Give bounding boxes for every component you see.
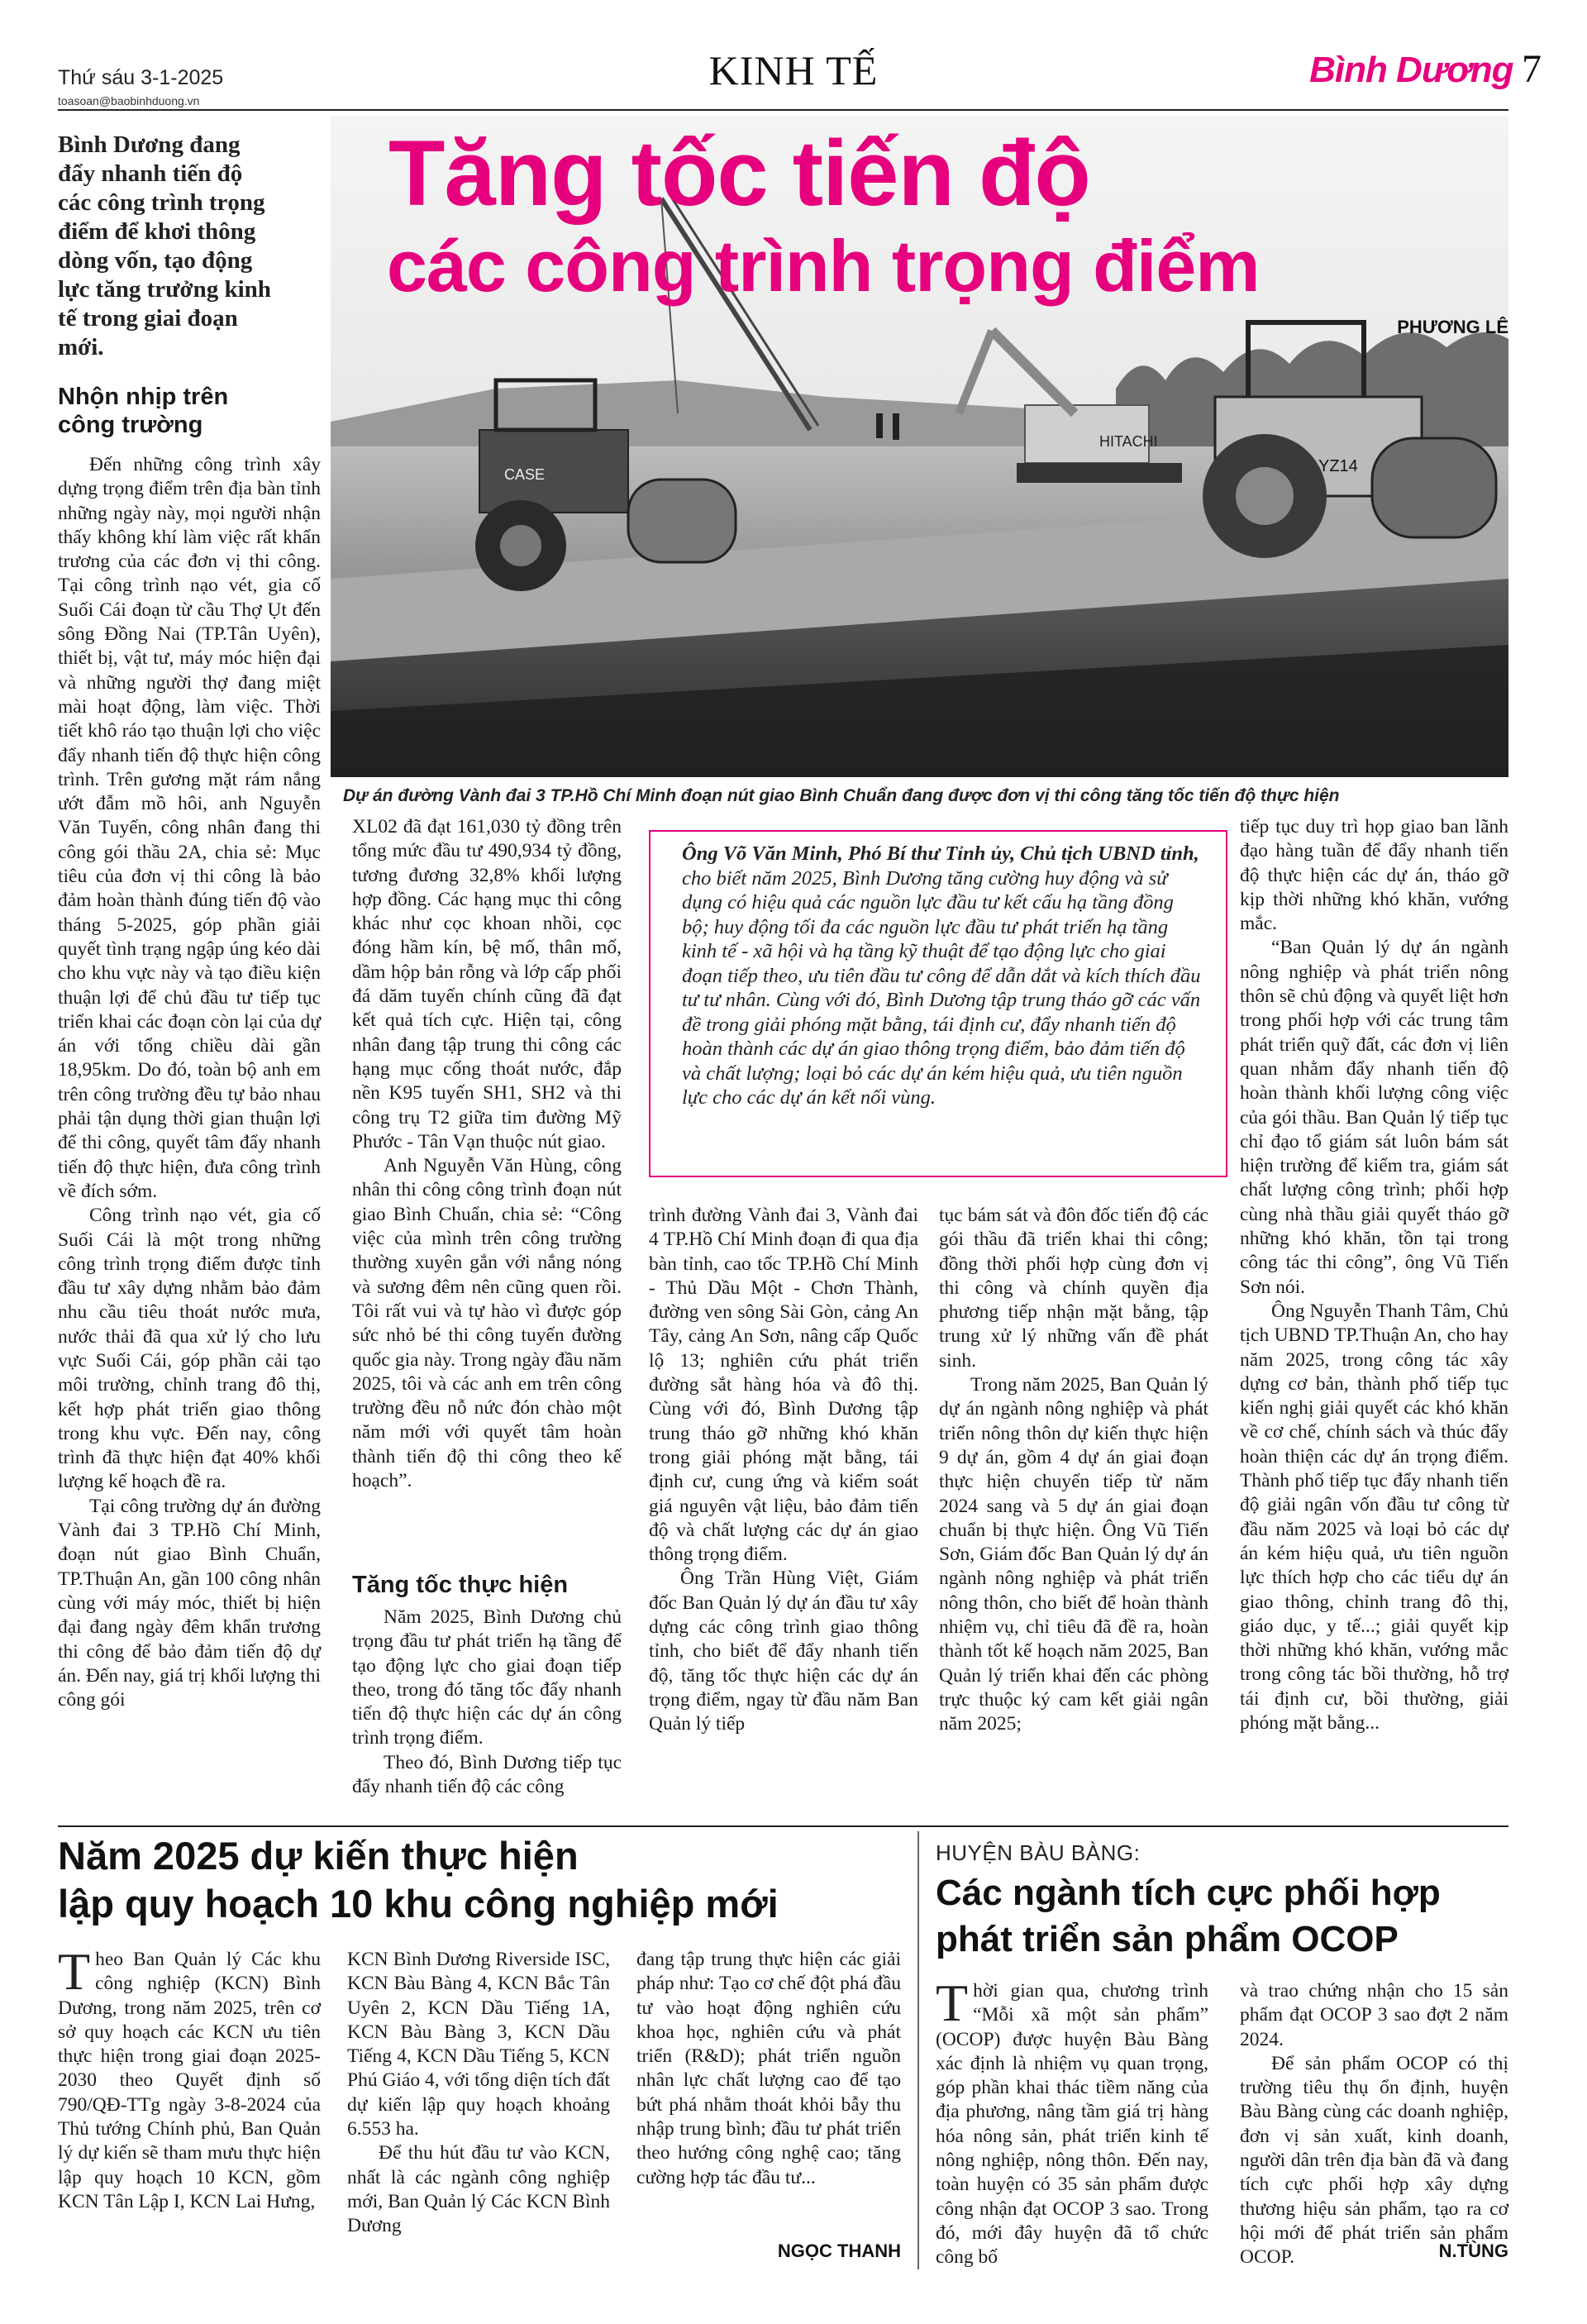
article2-col2 bbox=[347, 1948, 610, 2239]
header-rule bbox=[58, 109, 1508, 111]
roller-left-label: CASE bbox=[504, 466, 546, 483]
lead-col1 bbox=[58, 453, 321, 1712]
brand-logo bbox=[1302, 46, 1542, 96]
page-number: 7 bbox=[1522, 47, 1542, 91]
article-sapo: Bình Dương đang đẩy nhanh tiến độ các công trình trọng điểm để khơi thông dòng vốn, tạo động lực tăng trưởng kinh tế trong giai đoạn mới. bbox=[58, 131, 271, 360]
photo-caption: Dự án đường Vành đai 3 TP.Hồ Chí Minh đoạn nút giao Bình Chuẩn đang được đơn vị thi công tăng tốc tiến độ thực hiện bbox=[343, 786, 1340, 805]
lead-col3-p2: Ông Trần Hùng Việt, Giám đốc Ban Quản lý dự án đầu tư xây dựng các công trình giao thông tỉnh, cho biết để đẩy nhanh tiến độ, tăng tốc thực hiện các dự án trọng điểm, ngay từ đầu năm Ban Quản lý tiếp bbox=[649, 1568, 918, 1735]
article2-col2-p1: KCN Bình Dương Riverside ISC, KCN Bàu Bàng 4, KCN Bắc Tân Uyên 2, KCN Dầu Tiếng 1A, KCN Bàu Bàng 3, KCN Dầu Tiếng 4, KCN Dầu Tiếng 5, KCN Phú Giáo 4, với tổng diện tích đất dự kiến lập quy hoạch khoảng 6.553 ha. bbox=[347, 1949, 610, 2140]
article3-col2 bbox=[1240, 1979, 1508, 2270]
article2-dropcap: T bbox=[58, 1942, 91, 2001]
brand-name: Bình Dương bbox=[1309, 50, 1513, 90]
article2-col2-p2: Để thu hút đầu tư vào KCN, nhất là các ngành công nghiệp mới, Ban Quản lý Các KCN Bình Dương bbox=[347, 2142, 610, 2237]
quote-body: cho biết năm 2025, Bình Dương tăng cường huy động và sử dụng có hiệu quả các nguồn lực đầu tư kết cấu hạ tầng đồng bộ; huy động tối đa các nguồn lực đầu tư phát triển hạ tầng kinh tế - xã hội và hạ tầng kỹ thuật để tạo động lực cho giai đoạn tiếp theo, ưu tiên đầu tư công để dẫn dắt và kích thích đầu tư tư nhân. Cùng với đó, Bình Dương tập trung tháo gỡ các vấn đề trong giải phóng mặt bằng, tái định cư, đẩy nhanh tiến độ hoàn thành các dự án giao thông trọng điểm, bảo đảm tiến độ và chất lượng; loại bỏ các dự án kém hiệu quả, ưu tiên nguồn lực cho các dự án kết nối vùng. bbox=[682, 866, 1201, 1109]
lead-col2-p2: Anh Nguyễn Văn Hùng, công nhân thi công công trình đoạn nút giao Bình Chuẩn, chia sẻ: “Công việc của mình trên công trường thường xuyên gắn với nắng nóng và sương đêm nên cũng quen rồi. Tôi rất vui và tự hào vì được góp sức nhỏ bé thi công tuyến đường quốc gia này. Trong ngày đầu năm 2025, tôi và các anh em trên công trường đều nỗ nức đón chào một năm mới với quyết tâm hoàn thành tiến độ thi công theo kế hoạch”. bbox=[352, 1155, 622, 1492]
article2-author: NGỌC THANH bbox=[777, 2240, 901, 2261]
article3-col2-p2: Để sản phẩm OCOP có thị trường tiêu thụ ổn định, huyện Bàu Bàng cùng các doanh nghiệp, đơn vị sản xuất, kinh doanh, người dân trên địa bàn đã và đang tích cực phối hợp xây dựng thương hiệu sản phẩm, tạo ra cơ hội mới để phát triển sản phẩm OCOP. bbox=[1240, 2052, 1508, 2269]
lead-col1-p1: Đến những công trình xây dựng trọng điểm trên địa bàn tỉnh những ngày này, mọi người nhận thấy không khí làm việc rất khẩn trương của các đơn vị thi công. Tại công trình nạo vét, gia cố Suối Cái đoạn từ cầu Thợ Ụt đến sông Đồng Nai (TP.Tân Uyên), thiết bị, vật tư, máy móc hiện đại và những người thợ đang miệt mài hoạt động, làm việc. Thời tiết khô ráo tạo thuận lợi cho việc đẩy nhanh tiến độ thực hiện công trình. Trên gương mặt rám nắng ướt đẫm mồ hôi, anh Nguyễn Văn Tuyến, công nhân đang thi công gói thầu 2A, chia sẻ: Mục tiêu của đơn vị thi công là bảo đảm hoàn thành đúng tiến độ vào tháng 5-2025, góp phần giải quyết tình trạng ngập úng kéo dài cho khu vực này và tạo điều kiện thuận lợi để chủ đầu tư tiếp tục triển khai các đoạn còn lại của dự án với tổng chiều dài gần 18,95km. Do đó, toàn bộ anh em trên công trường đều tự bảo nhau phải tận dụng thời gian thuận lợi để thi công, quyết tâm đẩy nhanh tiến độ thực hiện, đưa công trình về đích sớm. bbox=[58, 454, 321, 1202]
article2-col1 bbox=[58, 1942, 321, 2214]
article3-dropcap: T bbox=[936, 1973, 969, 2032]
lead-col5 bbox=[1240, 815, 1508, 1735]
article3-col1 bbox=[936, 1973, 1208, 2270]
lead-author: PHƯƠNG LÊ bbox=[1397, 317, 1508, 337]
subhead-nhon-nhip: Nhộn nhịp trên công trường bbox=[58, 384, 229, 438]
article3-col1-text: hời gian qua, chương trình “Mỗi xã một sản phẩm” (OCOP) được huyện Bàu Bàng xác định là nhiệm vụ quan trọng, góp phần khai thác tiềm năng của địa phương, nâng tầm giá trị hàng hóa nông sản, phát triển kinh tế nông nghiệp, nông thôn. Đến nay, toàn huyện có 35 sản phẩm được công nhận đạt OCOP 3 sao. Trong đó, mới đây huyện đã tổ chức công bố bbox=[936, 1980, 1208, 2269]
lead-col5-p2: “Ban Quản lý dự án ngành nông nghiệp và phát triển nông thôn sẽ chủ động và quyết liệt hơn trong phối hợp với các trung tâm phát triển quỹ đất, các đơn vị liên quan nhằm đẩy nhanh tiến độ hoàn thành khối lượng công việc của gói thầu. Ban Quản lý tiếp tục chỉ đạo tổ giám sát luôn bám sát hiện trường để kiểm tra, giám sát chất lượng công trình; phối hợp cùng nhà thầu giải quyết tháo gỡ những khó khăn, tồn tại trong công tác thi công”, ông Vũ Tiến Sơn nói. bbox=[1240, 937, 1508, 1298]
lead-title bbox=[388, 124, 1488, 309]
article2-title-line1: Năm 2025 dự kiến thực hiện bbox=[58, 1834, 579, 1878]
lead-col3-p1: trình đường Vành đai 3, Vành đai 4 TP.Hồ Chí Minh đoạn đi qua địa bàn tỉnh, cao tốc TP.Hồ Chí Minh - Thủ Dầu Một - Chơn Thành, đường ven sông Sài Gòn, cảng An Tây, cảng An Sơn, nâng cấp Quốc lộ 13; nghiên cứu phát triển đường sắt hàng hóa và đô thị. Cùng với đó, Bình Dương tập trung tháo gỡ những khó khăn trong giải phóng mặt bằng, tái định cư, cung ứng và kiểm soát giá nguyên vật liệu, bảo đảm tiến độ và chất lượng các dự án giao thông trọng điểm. bbox=[649, 1205, 918, 1566]
article2-title-line2: lập quy hoạch 10 khu công nghiệp mới bbox=[58, 1882, 779, 1926]
article2-col1-text: heo Ban Quản lý Các khu công nghiệp (KCN) Bình Dương, trong năm 2025, trên cơ sở quy hoạch các KCN ưu tiên thực hiện trong giai đoạn 2025-2030 theo Quyết định số 790/QĐ-TTg ngày 3-8-2024 của Thủ tướng Chính phủ, Ban Quản lý dự kiến sẽ tham mưu thực hiện lập quy hoạch 10 KCN, gồm KCN Tân Lập I, KCN Lai Hưng, bbox=[58, 1949, 321, 2212]
lead-col5-p1: tiếp tục duy trì họp giao ban lãnh đạo hàng tuần để đẩy nhanh tiến độ thực hiện các dự án, tháo gỡ kịp thời những khó khăn, vướng mắc. bbox=[1240, 816, 1508, 935]
lead-col1-p2: Công trình nạo vét, gia cố Suối Cái là một trong những công trình trọng điểm được tỉnh đầu tư xây dựng nhằm bảo đảm nhu cầu tiêu thoát nước mưa, nước thải đã qua xử lý cho lưu vực Suối Cái, góp phần cải tạo môi trường, chỉnh trang đô thị, kết hợp phát triển giao thông trong khu vực. Đến nay, công trình đã thực hiện đạt 40% khối lượng kế hoạch đề ra. bbox=[58, 1205, 321, 1493]
lead-col2 bbox=[352, 815, 622, 1493]
page-email: toasoan@baobinhduong.vn bbox=[58, 94, 200, 107]
lead-col4 bbox=[939, 1204, 1208, 1737]
article3-title-line1: Các ngành tích cực phối hợp bbox=[936, 1873, 1441, 1913]
bottom-vertical-rule bbox=[917, 1831, 919, 2269]
lead-col5-p3: Ông Nguyễn Thanh Tâm, Chủ tịch UBND TP.Thuận An, cho hay năm 2025, trong công tác xây dựng cơ bản, thành phố tiếp tục kiến nghị giải quyết các khó khăn về cơ chế, chính sách và thúc đẩy hoàn thiện các dự án trọng điểm. Thành phố tiếp tục đẩy nhanh tiến độ giải ngân vốn đầu tư công từ đầu năm 2025 và loại bỏ các dự án kém hiệu quả, ưu tiên nguồn lực thích hợp cho các tiểu dự án giao thông, chỉnh trang đô thị, giáo dục, y tế...; giải quyết kịp thời những khó khăn, vướng mắc trong công tác bồi thường, hỗ trợ tái định cư, bồi thường, giải phóng mặt bằng... bbox=[1240, 1300, 1508, 1734]
lead-col2-p1: XL02 đã đạt 161,030 tỷ đồng trên tổng mức đầu tư 490,934 tỷ đồng, tương đương 32,8% khối lượng hợp đồng. Các hạng mục thi công khác như cọc khoan nhồi, cọc đóng hầm kín, bệ mố, thân mố, dầm hộp bản rỗng và lớp cấp phối đá dăm tuyến chính cũng đã đạt kết quả tích cực. Hiện tại, công nhân đang tập trung thi công các hạng mục cống thoát nước, đắp nền K95 tuyến SH1, SH2 và thi công trụ T2 giữa tim đường Mỹ Phước - Tân Vạn thuộc nút giao. bbox=[352, 816, 622, 1152]
quote-text bbox=[682, 842, 1201, 1110]
subhead-tang-toc: Tăng tốc thực hiện bbox=[352, 1572, 569, 1598]
quote-box bbox=[649, 830, 1227, 1177]
lead-title-line2: các công trình trọng điểm bbox=[387, 225, 1260, 307]
lead-col2b-p1: Năm 2025, Bình Dương chủ trọng đầu tư phát triển hạ tầng để tạo động lực cho giai đoạn tiếp theo, trong đó tăng tốc đẩy nhanh tiến độ thực hiện các dự án công trình trọng điểm. bbox=[352, 1606, 622, 1749]
section-title: KINH TẾ bbox=[708, 47, 879, 93]
article2-title bbox=[58, 1832, 901, 1928]
lead-col4-p1: tục bám sát và đôn đốc tiến độ các gói thầu đã triển khai thi công; đồng thời phối hợp cùng đơn vị thi công và chính quyền địa phương tiếp nhận mặt bằng, tập trung xử lý những vấn đề phát sinh. bbox=[939, 1205, 1208, 1372]
lead-col4-p2: Trong năm 2025, Ban Quản lý dự án ngành nông nghiệp và phát triển nông thôn dự kiến thực hiện 9 dự án, gồm 4 dự án giai đoạn thực hiện chuyển tiếp từ năm 2024 sang và 5 dự án giai đoạn chuẩn bị thực hiện. Ông Vũ Tiến Sơn, Giám đốc Ban Quản lý dự án ngành nông nghiệp và phát triển nông thôn, cho biết để hoàn thành nhiệm vụ, chỉ tiêu đã đề ra, hoàn thành tốt kế hoạch năm 2025, Ban Quản lý triển khai đến các phòng trực thuộc ký cam kết giải ngân năm 2025; bbox=[939, 1374, 1208, 1735]
article2-col3: đang tập trung thực hiện các giải pháp như: Tạo cơ chế đột phá đầu tư vào hoạt động nghiên cứu khoa học, nghiên cứu và phát triển (R&D); phát triển nguồn nhân lực chất lượng cao để tạo bứt phá nhằm thoát khỏi bẫy thu nhập trung bình; đầu tư phát triển theo hướng công nghệ cao; tăng cường hợp tác đầu tư... bbox=[636, 1949, 901, 2188]
lead-title-line1: Tăng tốc tiến độ bbox=[388, 122, 1090, 225]
bottom-section-rule bbox=[58, 1825, 1508, 1827]
lead-col2b bbox=[352, 1606, 622, 1799]
article3-author: N.TÙNG bbox=[1438, 2240, 1508, 2261]
lead-col1-p3: Tại công trường dự án đường Vành đai 3 TP.Hồ Chí Minh, đoạn nút giao Bình Chuẩn, TP.Thuận An, gần 100 công nhân cùng với máy móc, thiết bị hiện đại đang ngày đêm khẩn trương thi công để bảo đảm tiến độ dự án. Đến nay, giá trị khối lượng thi công gói bbox=[58, 1495, 321, 1711]
roller-right-label: YZ14 bbox=[1318, 457, 1358, 475]
lead-col3 bbox=[649, 1204, 918, 1737]
lead-col2b-p2: Theo đó, Bình Dương tiếp tục đẩy nhanh tiến độ các công bbox=[352, 1751, 622, 1798]
excavator-label: HITACHI bbox=[1099, 433, 1158, 450]
article3-col2-p1: và trao chứng nhận cho 15 sản phẩm đạt OCOP 3 sao đợt 2 năm 2024. bbox=[1240, 1980, 1508, 2050]
article3-title bbox=[936, 1870, 1514, 1963]
quote-speaker: Ông Võ Văn Minh, Phó Bí thư Tỉnh ủy, Chủ tịch UBND tỉnh, bbox=[682, 842, 1199, 865]
page-date: Thứ sáu 3-1-2025 bbox=[58, 66, 224, 89]
article3-title-line2: phát triển sản phẩm OCOP bbox=[936, 1919, 1399, 1959]
article3-kicker: HUYỆN BÀU BÀNG: bbox=[936, 1840, 1141, 1865]
